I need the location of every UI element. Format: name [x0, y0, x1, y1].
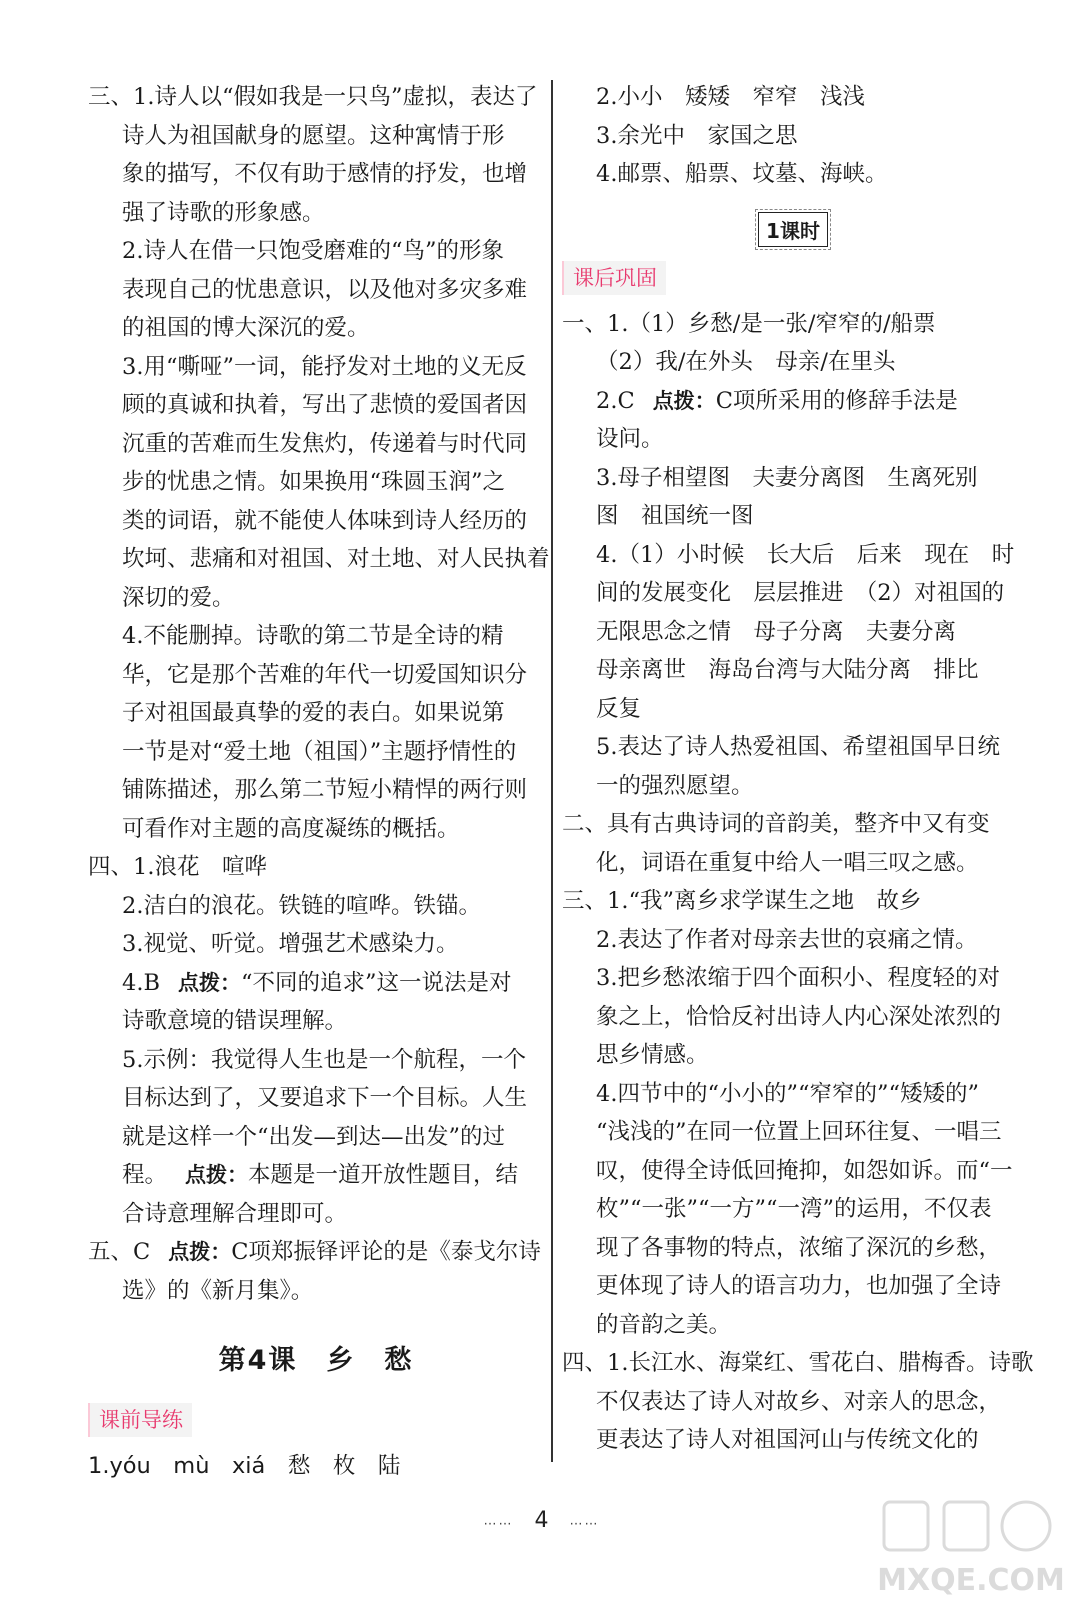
answer-line: 的祖国的博大深沉的爱。	[122, 315, 370, 341]
answer-line: 坎坷、悲痛和对祖国、对土地、对人民执着	[122, 546, 550, 572]
answer-line: 5.示例：我觉得人生也是一个航程，一个	[122, 1046, 526, 1073]
answer-line: 四、1.长江水、海棠红、雪花白、腊梅香。诗歌	[562, 1350, 1034, 1376]
answer-line: 不仅表达了诗人对故乡、对亲人的思念，	[596, 1388, 1002, 1415]
answer-line: （2）我/在外头 母亲/在里头	[596, 349, 896, 375]
answer-line: 4.（1）小时候 长大后 后来 现在 时	[596, 541, 1015, 568]
answer-line: 3.视觉、听觉。增强艺术感染力。	[122, 931, 459, 957]
answer-line: 四、1.浪花 喧哗	[88, 854, 267, 880]
pre-class-line: 1.yóu mù xiá 愁 枚 陆	[88, 1453, 401, 1479]
answer-line: 5.表达了诗人热爱祖国、希望祖国早日统	[596, 734, 1000, 760]
answer-line: 铺陈描述，那么第二节短小精悍的两行则	[122, 777, 528, 803]
post-class-tag: 课后巩固	[562, 261, 666, 295]
answer-line: 可看作对主题的高度凝练的概括。	[122, 815, 460, 842]
answer-line: 象的描写，不仅有助于感情的抒发，也增	[122, 161, 528, 187]
answer-line: 表现自己的忧患意识，以及他对多灾多难	[122, 276, 528, 303]
answer-line: 反复	[596, 695, 642, 722]
answer-line: 4.B 点拨：“不同的追求”这一说法是对	[122, 969, 512, 996]
answer-line: 子对祖国最真挚的爱的表白。如果说第	[122, 700, 505, 726]
answer-line: 无限思念之情 母子分离 夫妻分离	[596, 618, 957, 645]
answer-line: 三、1.诗人以“假如我是一只鸟”虚拟，表达了	[88, 84, 538, 110]
answer-line: 一节是对“爱土地（祖国）”主题抒情性的	[122, 738, 517, 765]
column-divider	[551, 80, 553, 1462]
answer-line: 目标达到了，又要追求下一个目标。人生	[122, 1085, 528, 1111]
answer-line: 3.余光中 家国之思	[596, 122, 798, 149]
right-column	[562, 78, 1034, 1460]
answer-line: 3.母子相望图 夫妻分离图 生离死别	[596, 464, 978, 491]
answer-line: 2.洁白的浪花。铁链的喧哗。铁锚。	[122, 892, 481, 919]
answer-line: 4.四节中的“小小的”“窄窄的”“矮矮的”	[596, 1080, 979, 1107]
answer-line: 枚”“一张”“一方”“一湾”的运用，不仅表	[596, 1196, 992, 1222]
answer-line: 思乡情感。	[596, 1042, 709, 1068]
answer-line: 一的强烈愿望。	[596, 772, 754, 799]
answer-line: 选》的《新月集》。	[122, 1277, 314, 1304]
answer-line: 合诗意理解合理即可。	[122, 1200, 348, 1227]
answer-line: 诗人为祖国献身的愿望。这种寓情于形	[122, 122, 505, 149]
svg-text:MXQE.COM: MXQE.COM	[877, 1563, 1065, 1598]
right-top-lines	[562, 78, 1024, 194]
pre-class-tag: 课前导练	[88, 1403, 192, 1437]
answer-line: 更体现了诗人的语言功力，也加强了全诗	[596, 1273, 1002, 1299]
answer-line: 3.把乡愁浓缩于四个面积小、程度轻的对	[596, 965, 1000, 991]
answer-line: 诗歌意境的错误理解。	[122, 1008, 348, 1034]
answer-line: 强了诗歌的形象感。	[122, 199, 325, 226]
answer-line: 一、1.（1）乡愁/是一张/窄窄的/船票	[562, 310, 936, 337]
answer-line: 华，它是那个苦难的年代一切爱国知识分	[122, 661, 528, 688]
answer-line: 设问。	[596, 426, 664, 452]
hint-keyword: 点拨：	[168, 1240, 232, 1264]
answer-line: 二、具有古典诗词的音韵美，整齐中又有变	[562, 811, 990, 837]
left-answer-lines	[88, 78, 550, 1310]
answer-line: 象之上，恰恰反衬出诗人内心深处浓烈的	[596, 1003, 1002, 1030]
answer-line: 的音韵之美。	[596, 1311, 732, 1338]
hint-keyword: 点拨：	[185, 1163, 249, 1187]
lesson-title: 第4课 乡 愁	[218, 1345, 414, 1376]
hint-keyword: 点拨：	[178, 970, 242, 995]
answer-line: 程。 点拨：本题是一道开放性题目，结	[122, 1162, 519, 1188]
answer-line: 母亲离世 海岛台湾与大陆分离 排比	[596, 657, 979, 683]
answer-line: 2.小小 矮矮 窄窄 浅浅	[596, 84, 865, 110]
answer-line: 更表达了诗人对祖国河山与传统文化的	[596, 1427, 979, 1453]
footer-dots-left: ……	[483, 1513, 514, 1529]
answer-line: 顾的真诚和执着，写出了悲愤的爱国者因	[122, 392, 528, 418]
answer-line: 化，词语在重复中给人一唱三叹之感。	[596, 849, 979, 876]
answer-line: 深切的爱。	[122, 584, 235, 611]
answer-line: 4.邮票、船票、坟墓、海峡。	[596, 161, 888, 187]
footer-dots-right: ……	[569, 1513, 600, 1529]
answer-line: “浅浅的”在同一位置上回环往复、一唱三	[596, 1119, 1002, 1145]
answer-line: 间的发展变化 层层推进 （2）对祖国的	[596, 580, 1005, 606]
answer-line: 三、1.“我”离乡求学谋生之地 故乡	[562, 888, 922, 914]
answer-line: 叹，使得全诗低回掩抑，如怨如诉。而“一	[596, 1157, 1013, 1184]
answer-line: 五、C 点拨：C项郑振铎评论的是《泰戈尔诗	[88, 1239, 541, 1265]
answer-line: 2.诗人在借一只饱受磨难的“鸟”的形象	[122, 238, 504, 264]
page-number: 4	[534, 1508, 549, 1533]
answer-line: 2.C 点拨：C项所采用的修辞手法是	[596, 387, 958, 414]
answer-line: 沉重的苦难而生发焦灼，传递着与时代同	[122, 430, 528, 457]
answer-line: 图 祖国统一图	[596, 503, 754, 529]
answer-line: 3.用“嘶哑”一词，能抒发对土地的义无反	[122, 353, 527, 380]
right-answer-lines	[562, 305, 1034, 1460]
answer-line: 类的词语，就不能使人体味到诗人经历的	[122, 507, 528, 534]
answer-line: 现了各事物的特点，浓缩了深沉的乡愁，	[596, 1234, 1002, 1261]
answer-line: 就是这样一个“出发—到达—出发”的过	[122, 1123, 506, 1150]
hint-keyword: 点拨：	[652, 388, 716, 413]
answer-line: 2.表达了作者对母亲去世的哀痛之情。	[596, 926, 978, 953]
answer-line: 步的忧患之情。如果换用“珠圆玉润”之	[122, 469, 506, 495]
lesson-period-badge: 1课时	[758, 212, 828, 247]
watermark-logo	[866, 1492, 1076, 1600]
answer-line: 4.不能删掉。诗歌的第二节是全诗的精	[122, 623, 504, 649]
left-column	[88, 78, 550, 1486]
